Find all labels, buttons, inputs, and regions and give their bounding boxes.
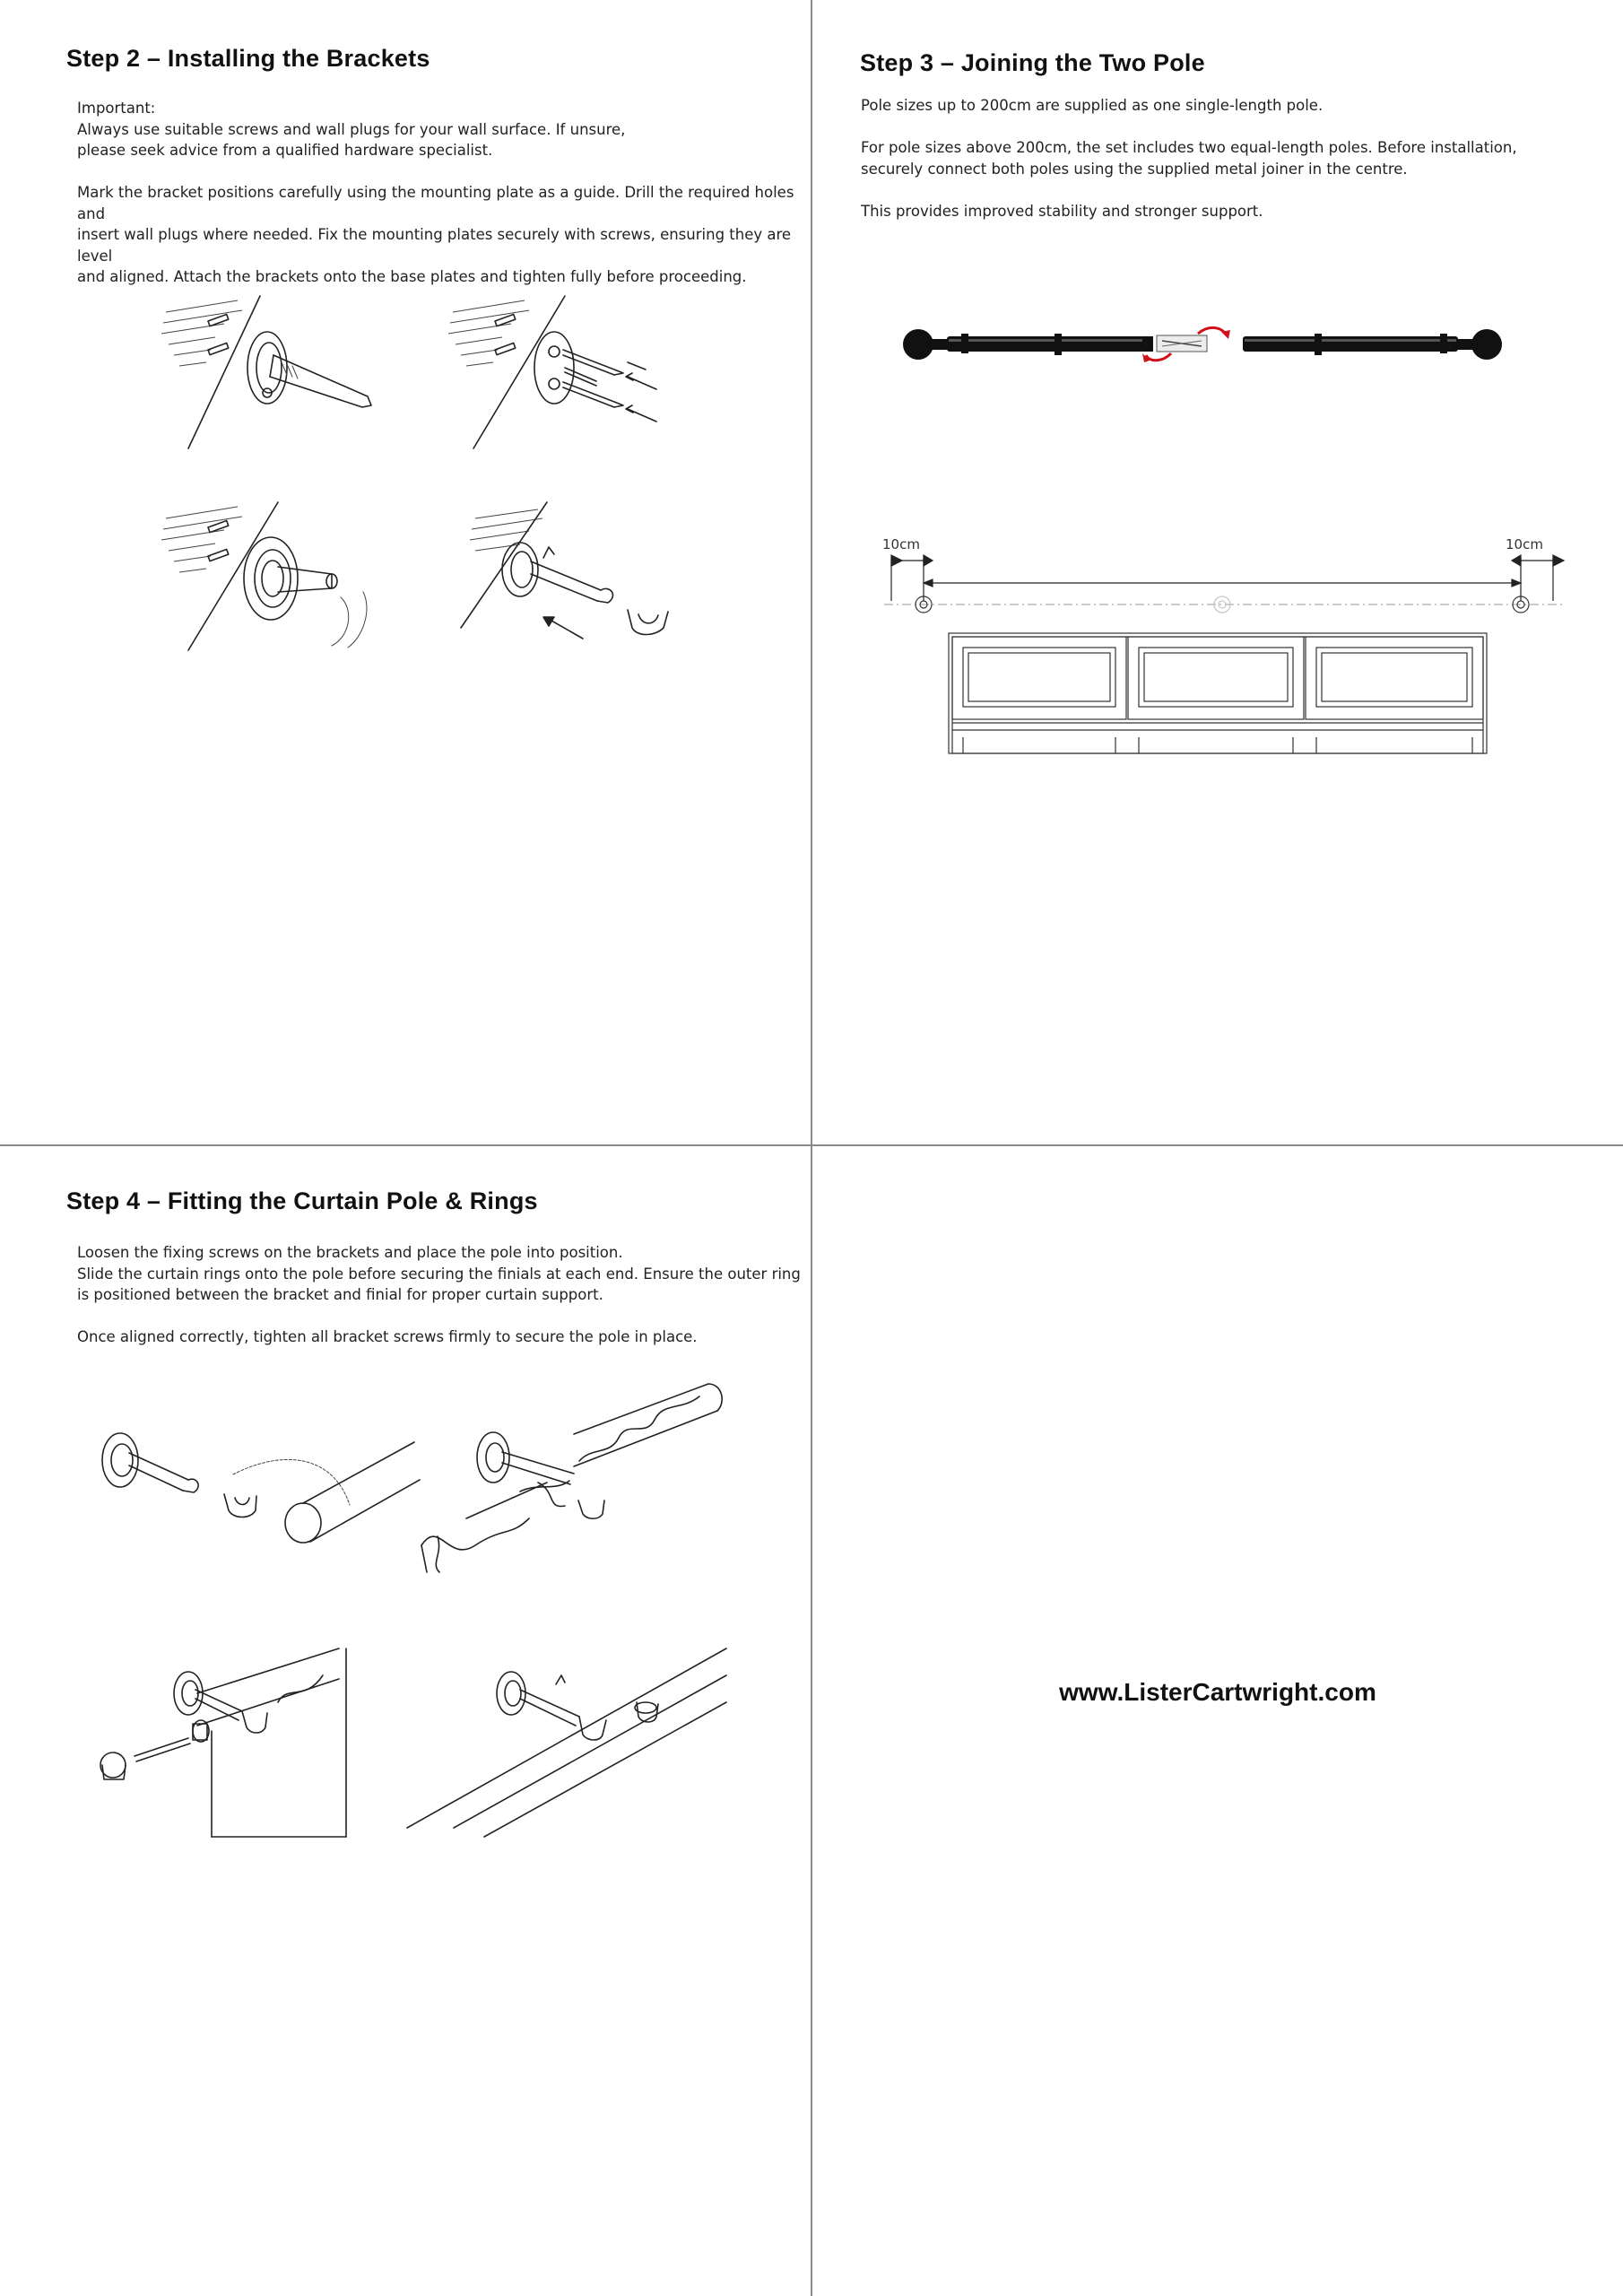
- step2-important-label: Important:: [77, 100, 156, 117]
- step4-section: [0, 1146, 811, 2296]
- step2-text: [77, 98, 794, 309]
- step2-instruction-line-1: Mark the bracket positions carefully using the mounting plate as a guide. Drill the required holes and: [77, 184, 794, 222]
- finial-fitting-illustration: [99, 1648, 359, 1837]
- step4-title: Step 4 – Fitting the Curtain Pole & Rings: [66, 1187, 538, 1214]
- step2-important-line-1: Always use suitable screws and wall plugs for your wall surface. If unsure,: [77, 120, 626, 138]
- step2-instruction-line-3: and aligned. Attach the brackets onto the base plates and tighten fully before proceeding.: [77, 268, 747, 285]
- pole-joiner-illustration: [902, 314, 1512, 386]
- step3-para1: Pole sizes up to 200cm are supplied as one single-length pole.: [861, 97, 1324, 114]
- dimension-label-left: 10cm: [882, 536, 920, 552]
- step4-para1-line-2: Slide the curtain rings onto the pole before securing the finials at each end. Ensure the outer ring: [77, 1265, 801, 1283]
- bracket-plate-illustration: [161, 296, 395, 457]
- step3-title: Step 3 – Joining the Two Pole: [860, 49, 1205, 76]
- step2-important-line-2: please seek advice from a qualified hardware specialist.: [77, 142, 493, 159]
- step4-para2: Once aligned correctly, tighten all bracket screws firmly to secure the pole in place.: [77, 1328, 698, 1345]
- step2-section: [0, 0, 811, 1144]
- step4-text: [77, 1242, 812, 1369]
- screws-plate-illustration: [448, 296, 681, 457]
- window-frame: [949, 633, 1487, 753]
- bracket-attach-illustration: [161, 502, 395, 655]
- window-dimension-diagram: [884, 547, 1566, 753]
- step3-para2-line-1: For pole sizes above 200cm, the set includes two equal-length poles. Before installation,: [861, 139, 1517, 156]
- cup-bracket-illustration: [448, 502, 699, 655]
- dimension-label-right: 10cm: [1506, 536, 1543, 552]
- website-link[interactable]: www.ListerCartwright.com: [1059, 1678, 1376, 1706]
- curtain-rings-illustration: [412, 1384, 735, 1590]
- step2-instruction-line-2: insert wall plugs where needed. Fix the mounting plates securely with screws, ensuring they are level: [77, 226, 792, 265]
- step3-para2-line-2: securely connect both poles using the supplied metal joiner in the centre.: [861, 160, 1408, 178]
- step4-para1-line-3: is positioned between the bracket and finial for proper curtain support.: [77, 1286, 603, 1303]
- metal-joiner: [1157, 335, 1207, 352]
- step3-section: [812, 0, 1623, 1144]
- pole-placement-illustration: [99, 1415, 430, 1568]
- step4-para1-line-1: Loosen the fixing screws on the brackets and place the pole into position.: [77, 1244, 623, 1261]
- final-assembly-illustration: [404, 1648, 735, 1837]
- step2-title: Step 2 – Installing the Brackets: [66, 45, 430, 72]
- step3-text: [861, 95, 1596, 243]
- step3-para3: This provides improved stability and stronger support.: [861, 202, 1263, 220]
- website-section: [812, 1146, 1623, 2296]
